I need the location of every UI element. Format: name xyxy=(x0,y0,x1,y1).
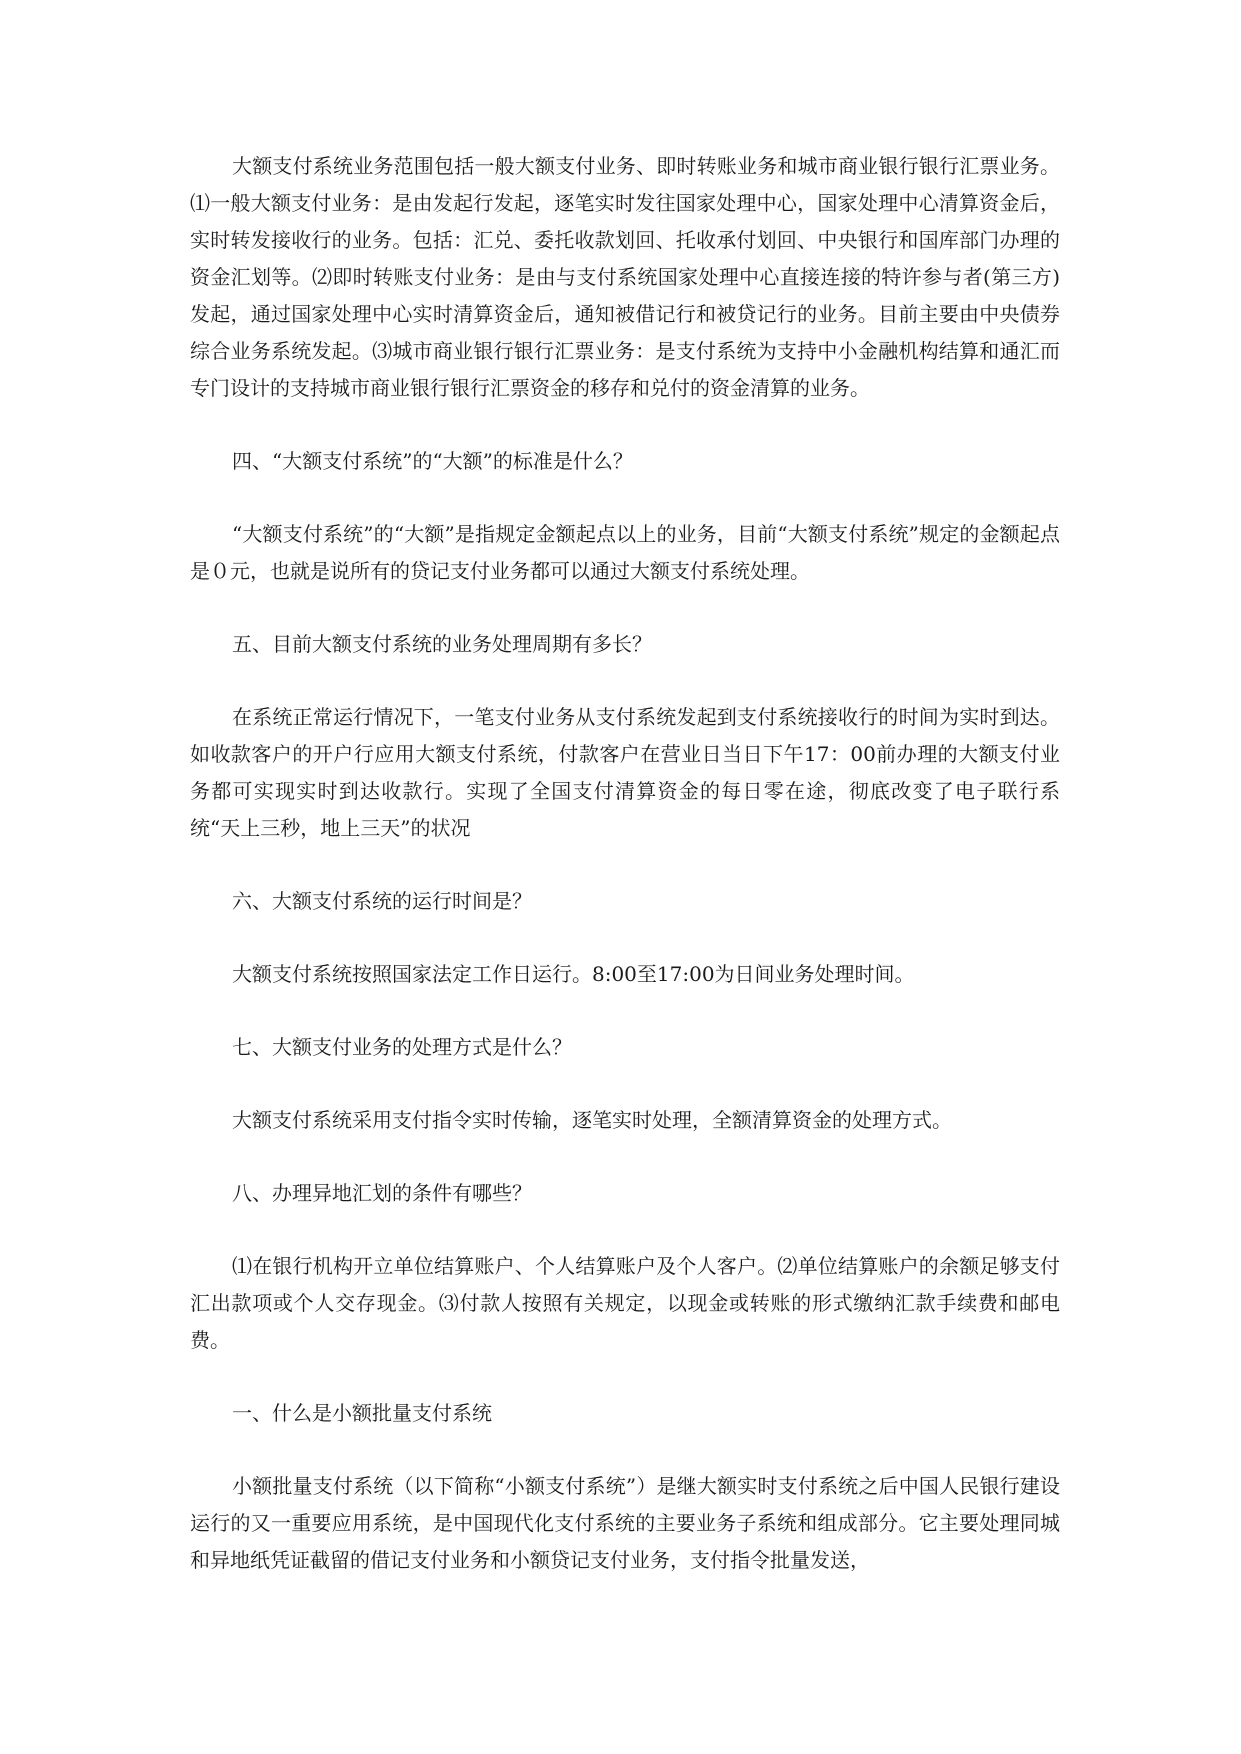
paragraph-large-payment-scope: 大额支付系统业务范围包括一般大额支付业务、即时转账业务和城市商业银行银行汇票业务。⑴一般大额支付业务：是由发起行发起，逐笔实时发往国家处理中心，国家处理中心清算资金后，实时转发接收行的业务。包括：汇兑、委托收款划回、托收承付划回、中央银行和国库部门办理的资金汇划等。⑵即时转账支付业务：是由与支付系统国家处理中心直接连接的特许参与者(第三方)发起，通过国家处理中心实时清算资金后，通知被借记行和被贷记行的业务。目前主要由中央债券综合业务系统发起。⑶城市商业银行银行汇票业务：是支付系统为支持中小金融机构结算和通汇而专门设计的支持城市商业银行银行汇票资金的移存和兑付的资金清算的业务。 xyxy=(190,154,1060,400)
paragraph-processing-cycle: 在系统正常运行情况下，一笔支付业务从支付系统发起到支付系统接收行的时间为实时到达。如收款客户的开户行应用大额支付系统，付款客户在营业日当日下午17：00前办理的大额支付业务都可实现实时到达收款行。实现了全国支付清算资金的每日零在途，彻底改变了电子联行系统“天上三秒，地上三天”的状况 xyxy=(190,705,1060,840)
paragraph-gap xyxy=(190,847,1060,883)
heading-section-7: 七、大额支付业务的处理方式是什么？ xyxy=(232,1035,572,1059)
heading-section-5: 五、目前大额支付系统的业务处理周期有多长？ xyxy=(232,632,652,656)
paragraph-gap xyxy=(190,993,1060,1029)
paragraph-large-amount-standard: “大额支付系统”的“大额”是指规定金额起点以上的业务，目前“大额支付系统”规定的金额起点是０元，也就是说所有的贷记支付业务都可以通过大额支付系统处理。 xyxy=(190,522,1060,583)
heading-small-batch-section-1: 一、什么是小额批量支付系统 xyxy=(232,1401,492,1425)
paragraph-gap xyxy=(190,920,1060,956)
paragraph-remittance-conditions: ⑴在银行机构开立单位结算账户、个人结算账户及个人客户。⑵单位结算账户的余额足够支付汇出款项或个人交存现金。⑶付款人按照有关规定，以现金或转账的形式缴纳汇款手续费和邮电费。 xyxy=(190,1254,1060,1352)
heading-section-4: 四、“大额支付系统”的“大额”的标准是什么？ xyxy=(232,449,633,473)
paragraph-gap xyxy=(190,1212,1060,1248)
paragraph-gap xyxy=(190,480,1060,516)
document-body xyxy=(190,148,1060,1579)
paragraph-small-batch-system: 小额批量支付系统（以下简称“小额支付系统”）是继大额实时支付系统之后中国人民银行建设运行的又一重要应用系统，是中国现代化支付系统的主要业务子系统和组成部分。它主要处理同城和异地纸凭证截留的借记支付业务和小额贷记支付业务，支付指令批量发送， xyxy=(190,1474,1060,1572)
paragraph-gap xyxy=(190,407,1060,443)
heading-section-6: 六、大额支付系统的运行时间是？ xyxy=(232,889,532,913)
paragraph-gap xyxy=(190,590,1060,626)
heading-section-8: 八、办理异地汇划的条件有哪些？ xyxy=(232,1181,532,1205)
paragraph-gap xyxy=(190,663,1060,699)
paragraph-gap xyxy=(190,1432,1060,1468)
paragraph-operating-hours: 大额支付系统按照国家法定工作日运行。8:00至17:00为日间业务处理时间。 xyxy=(232,962,915,986)
paragraph-gap xyxy=(190,1359,1060,1395)
paragraph-gap xyxy=(190,1139,1060,1175)
paragraph-processing-method: 大额支付系统采用支付指令实时传输，逐笔实时处理，全额清算资金的处理方式。 xyxy=(232,1108,952,1132)
paragraph-gap xyxy=(190,1066,1060,1102)
